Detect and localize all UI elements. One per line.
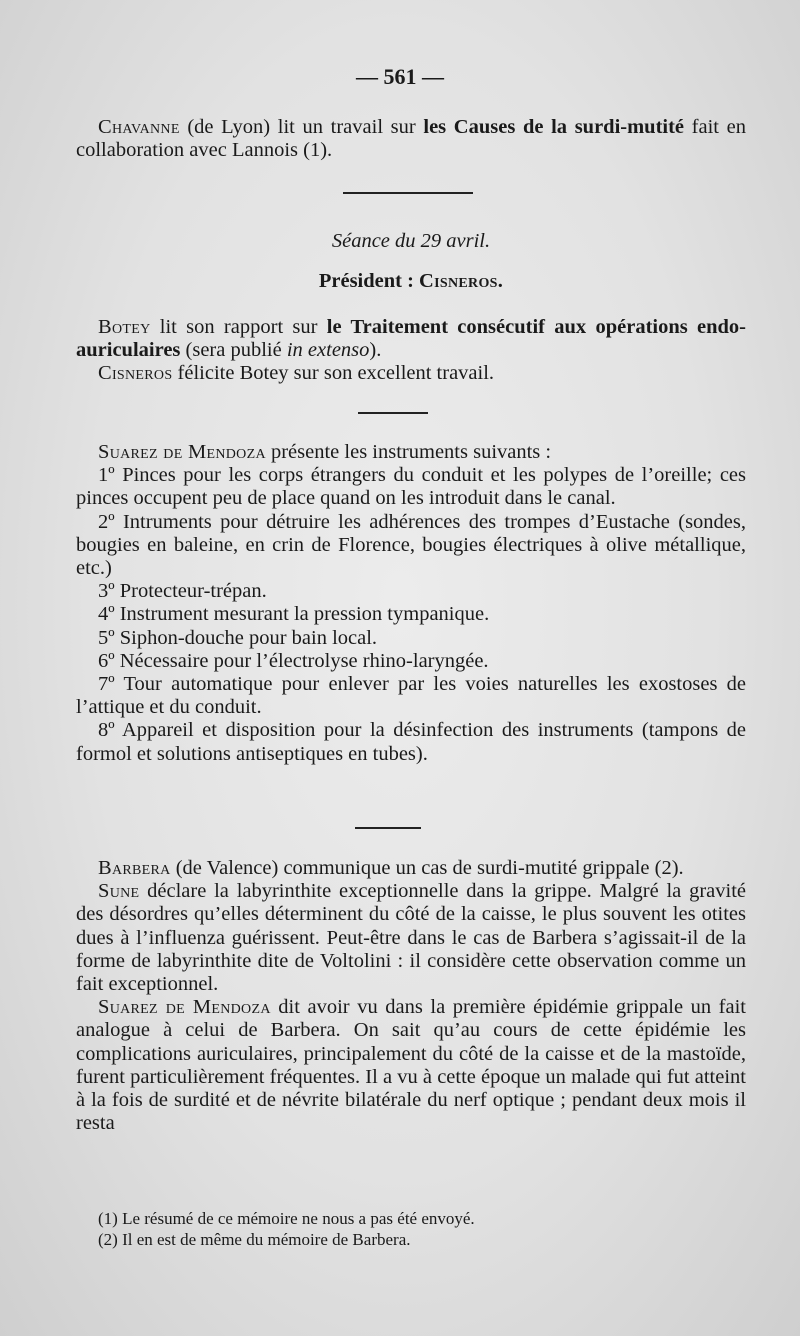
- footnotes: [76, 1208, 746, 1250]
- session-heading: [76, 230, 746, 253]
- footnote: (1) Le résumé de ce mémoire ne nous a pas été envoyé.: [98, 1209, 475, 1228]
- list-item: 5º Siphon-douche pour bain local.: [98, 626, 378, 649]
- author-name: Suarez de Mendoza: [98, 996, 271, 1019]
- paragraph-instruments: Suarez de Mendoza présente les instruments suivants : 1º Pinces pour les corps étrangers du conduit et les polypes de l’oreille; ces pinces occupent peu de place quand on les introduit dans le canal. 2º Intruments pour détruire les adhérences des trompes d’Eustache (sondes, bougies en baleine, en crin de Florence, bougies électriques à olive métallique, etc.) 3º Protecteur-trépan. 4º Instrument mesurant la pression tympanique. 5º Siphon-douche pour bain local. 6º Nécessaire pour l’électrolyse rhino-laryngée. 7º Tour automatique pour enlever par les voies naturelles les exostoses de l’attique et du conduit. 8º Appareil et disposition pour la désinfection des instruments (tampons de formol et solutions antiseptiques en tubes).: [76, 441, 746, 765]
- list-item: 6º Nécessaire pour l’électrolyse rhino-laryngée.: [98, 649, 489, 672]
- author-name: Suarez de Mendoza: [98, 441, 266, 463]
- list-item: 8º Appareil et disposition pour la désinfection des instruments (tampons de formol et solutions antiseptiques en tubes).: [76, 719, 746, 765]
- footnote: (2) Il en est de même du mémoire de Barbera.: [98, 1230, 411, 1249]
- author-name: Botey: [98, 316, 151, 338]
- list-item: 2º Intruments pour détruire les adhérences des trompes d’Eustache (sondes, bougies en baleine, en crin de Florence, bougies électriques à olive métallique, etc.): [76, 510, 746, 580]
- paragraph-barbera: Barbera (de Valence) communique un cas de surdi-mutité grippale (2). Sune déclare la labyrinthite exceptionnelle dans la grippe. Malgré la gravité des désordres qu’elles déterminent du côté de la caisse, le plus souvent les otites dues à l’influenza guérissent. Peut-être dans le cas de Barbera s’agissait-il de la forme de labyrinthite dite de Voltolini : il considère cette observation comme un fait exceptionnel. Suarez de Mendoza dit avoir vu dans la première épidémie grippale un fait analogue à celui de Barbera. On sait qu’au cours de cette épidémie les complications auriculaires, principalement du côté de la caisse et de la mastoïde, furent particulièrement fréquentes. Il a vu à cette époque un malade qui fut atteint à la fois de surdité et de névrite bilatérale du nerf optique ; pendant deux mois il resta: [76, 857, 746, 1135]
- list-item: 1º Pinces pour les corps étrangers du conduit et les polypes de l’oreille; ces pinces occupent peu de place quand on les introduit dans le canal.: [76, 464, 746, 510]
- author-name: Cisneros: [98, 362, 173, 385]
- paragraph-suarez: Suarez de Mendoza dit avoir vu dans la première épidémie grippale un fait analogue à celui de Barbera. On sait qu’au cours de cette épidémie les complications auriculaires, principalement du côté de la caisse et de la mastoïde, furent particulièrement fréquentes. Il a vu à cette époque un malade qui fut atteint à la fois de surdité et de névrite bilatérale du nerf optique ; pendant deux mois il resta: [76, 996, 746, 1135]
- list-item: 7º Tour automatique pour enlever par les voies naturelles les exostoses de l’attique et du conduit.: [76, 673, 746, 719]
- author-name: Sune: [98, 880, 140, 903]
- paragraph-cisneros: Cisneros félicite Botey sur son excellent travail.: [98, 362, 495, 385]
- paragraph-chavanne: Chavanne (de Lyon) lit un travail sur les Causes de la surdi-mutité fait en collaboration avec Lannois (1).: [76, 116, 746, 162]
- session-title: Séance du 29 avril.: [331, 230, 491, 252]
- author-name: Chavanne: [98, 116, 180, 138]
- list-item: 4º Instrument mesurant la pression tympanique.: [98, 603, 490, 626]
- list-item: 3º Protecteur-trépan.: [98, 580, 267, 603]
- section-divider: [343, 192, 473, 194]
- president-line: Président : Cisneros.: [318, 270, 504, 292]
- paragraph-botey: Botey lit son rapport sur le Traitement consécutif aux opérations endo-auriculaires (sera publié in extenso). Cisneros félicite Botey sur son excellent travail.: [76, 316, 746, 385]
- page-number: — 561 —: [356, 64, 444, 89]
- author-name: Barbera: [98, 857, 171, 879]
- paragraph-sune: Sune déclare la labyrinthite exceptionnelle dans la grippe. Malgré la gravité des désordres qu’elles déterminent du côté de la caisse, le plus souvent les otites dues à l’influenza guérissent. Peut-être dans le cas de Barbera s’agissait-il de la forme de labyrinthite dite de Voltolini : il considère cette observation comme un fait exceptionnel.: [76, 880, 746, 996]
- section-divider: [355, 827, 421, 829]
- section-divider: [358, 412, 428, 414]
